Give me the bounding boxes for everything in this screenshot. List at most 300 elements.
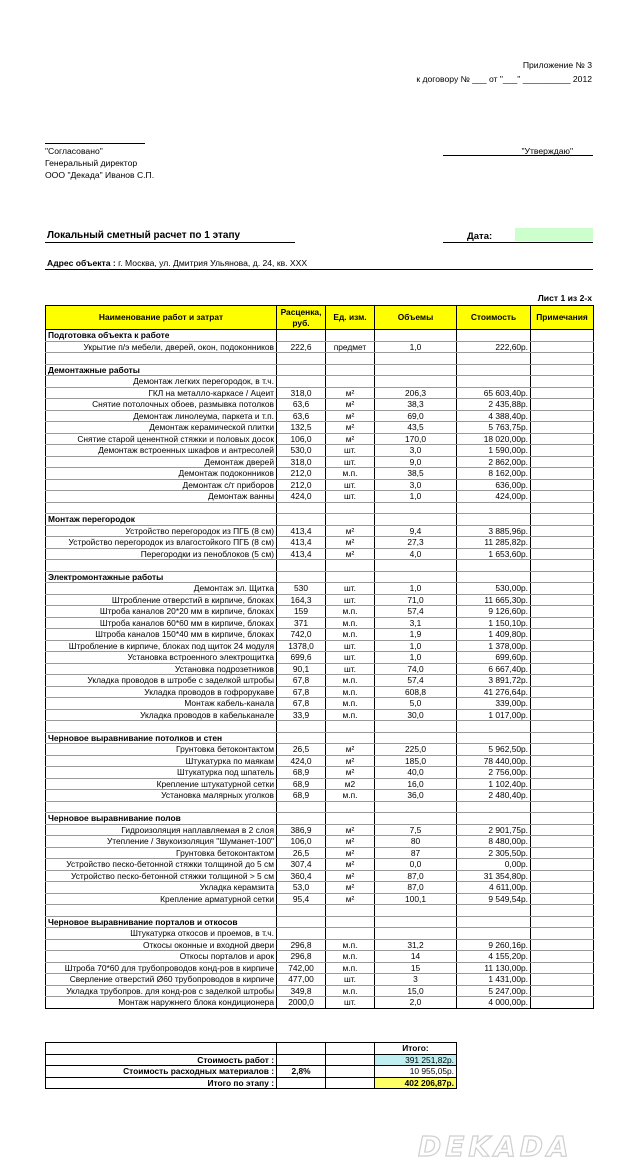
- rate-cell: 318,0: [277, 456, 326, 468]
- work-name-cell: Устройство перегородок из ПГБ (8 см): [46, 525, 277, 537]
- volume-cell: 9,0: [375, 456, 457, 468]
- work-name-cell: Сверление отверстий Ø60 трубопроводов в кирпиче: [46, 974, 277, 986]
- agreed-signature-line: [45, 143, 145, 144]
- table-row: [46, 836, 594, 848]
- table-body: [46, 330, 594, 1009]
- volume-cell: [375, 928, 457, 940]
- volume-cell: 87,0: [375, 882, 457, 894]
- cost-cell: 9 260,16р.: [457, 939, 531, 951]
- unit-cell: м.п.: [326, 686, 375, 698]
- section-header-row: [46, 732, 594, 744]
- volume-cell: 14: [375, 951, 457, 963]
- work-name-cell: Перегородки из пеноблоков (5 см): [46, 548, 277, 560]
- notes-cell: [531, 882, 594, 894]
- table-row: [46, 997, 594, 1009]
- cost-cell: 11 130,00р.: [457, 962, 531, 974]
- unit-cell: м.п.: [326, 790, 375, 802]
- work-name-cell: Откосы порталов и арок: [46, 951, 277, 963]
- volume-cell: 1,0: [375, 491, 457, 503]
- table-row: [46, 537, 594, 549]
- rate-cell: 413,4: [277, 525, 326, 537]
- rate-cell: 212,0: [277, 479, 326, 491]
- notes-cell: [531, 790, 594, 802]
- work-name-cell: Штукатурка откосов и проемов, в т.ч.: [46, 928, 277, 940]
- unit-cell: м²: [326, 859, 375, 871]
- volume-cell: 206,3: [375, 387, 457, 399]
- table-row: [46, 410, 594, 422]
- cost-cell: 0,00р.: [457, 859, 531, 871]
- table-row: [46, 663, 594, 675]
- table-row: [46, 893, 594, 905]
- cost-cell: 4 155,20р.: [457, 951, 531, 963]
- unit-cell: м²: [326, 537, 375, 549]
- unit-cell: шт.: [326, 445, 375, 457]
- volume-cell: 36,0: [375, 790, 457, 802]
- notes-cell: [531, 893, 594, 905]
- work-name-cell: Демонтаж эл. Щитка: [46, 583, 277, 595]
- work-name-cell: Демонтаж легких перегородок, в т.ч.: [46, 376, 277, 388]
- work-name-cell: Демонтаж керамической плитки: [46, 422, 277, 434]
- section-title: Монтаж перегородок: [46, 514, 277, 526]
- cost-cell: 3 885,96р.: [457, 525, 531, 537]
- cost-cell: 1 378,00р.: [457, 640, 531, 652]
- volume-cell: 1,0: [375, 583, 457, 595]
- cost-cell: 4 388,40р.: [457, 410, 531, 422]
- unit-cell: м²: [326, 836, 375, 848]
- volume-cell: 87: [375, 847, 457, 859]
- address-underline: [45, 269, 593, 270]
- table-row: [46, 376, 594, 388]
- notes-cell: [531, 491, 594, 503]
- table-row: [46, 583, 594, 595]
- table-row: [46, 870, 594, 882]
- rate-cell: 212,0: [277, 468, 326, 480]
- unit-cell: м.п.: [326, 939, 375, 951]
- work-name-cell: Демонтаж дверей: [46, 456, 277, 468]
- date-field[interactable]: [515, 228, 593, 241]
- table-row: [46, 548, 594, 560]
- notes-cell: [531, 951, 594, 963]
- table-row: [46, 341, 594, 353]
- materials-percent: 2,8%: [277, 1066, 326, 1078]
- cost-cell: 636,00р.: [457, 479, 531, 491]
- rate-cell: 371: [277, 617, 326, 629]
- unit-cell: м.п.: [326, 617, 375, 629]
- table-row: [46, 755, 594, 767]
- director-title: Генеральный директор: [45, 158, 138, 168]
- unit-cell: шт.: [326, 594, 375, 606]
- work-name-cell: Укладка проводов в гофрорукаве: [46, 686, 277, 698]
- unit-cell: м²: [326, 870, 375, 882]
- volume-cell: 2,0: [375, 997, 457, 1009]
- rate-cell: 26,5: [277, 744, 326, 756]
- rate-cell: 424,0: [277, 491, 326, 503]
- notes-cell: [531, 939, 594, 951]
- cost-cell: [457, 928, 531, 940]
- totals-materials-row: [46, 1066, 594, 1078]
- cost-cell: 11 665,30р.: [457, 594, 531, 606]
- volume-cell: 30,0: [375, 709, 457, 721]
- dekada-logo: [418, 1132, 603, 1162]
- unit-cell: м²: [326, 767, 375, 779]
- table-row: [46, 399, 594, 411]
- blank-row: [46, 905, 594, 917]
- notes-cell: [531, 479, 594, 491]
- notes-cell: [531, 778, 594, 790]
- title-underline: [45, 242, 295, 243]
- work-name-cell: Укладка керамзита: [46, 882, 277, 894]
- table-row: [46, 422, 594, 434]
- work-name-cell: Откосы оконные и входной двери: [46, 939, 277, 951]
- work-name-cell: Монтаж кабель-канала: [46, 698, 277, 710]
- unit-cell: шт.: [326, 974, 375, 986]
- address-value: г. Москва, ул. Дмитрия Ульянова, д. 24, кв. XXX: [115, 258, 308, 268]
- unit-cell: м²: [326, 882, 375, 894]
- table-row: [46, 606, 594, 618]
- volume-cell: 0,0: [375, 859, 457, 871]
- work-name-cell: Демонтаж подоконников: [46, 468, 277, 480]
- notes-cell: [531, 525, 594, 537]
- notes-cell: [531, 433, 594, 445]
- volume-cell: 3,1: [375, 617, 457, 629]
- rate-cell: 296,8: [277, 951, 326, 963]
- rate-cell: 63,6: [277, 399, 326, 411]
- work-name-cell: Штроба каналов 20*20 мм в кирпиче, блоках: [46, 606, 277, 618]
- section-title: Электромонтажные работы: [46, 571, 277, 583]
- work-name-cell: Укрытие п/э мебели, дверей, окон, подоконников: [46, 341, 277, 353]
- table-row: [46, 778, 594, 790]
- work-name-cell: Грунтовка бетоконтактом: [46, 744, 277, 756]
- cost-cell: 1 590,00р.: [457, 445, 531, 457]
- cost-cell: 2 862,00р.: [457, 456, 531, 468]
- rate-cell: [277, 928, 326, 940]
- cost-cell: 530,00р.: [457, 583, 531, 595]
- rate-cell: 413,4: [277, 537, 326, 549]
- cost-cell: 339,00р.: [457, 698, 531, 710]
- notes-cell: [531, 985, 594, 997]
- notes-cell: [531, 870, 594, 882]
- volume-cell: 27,3: [375, 537, 457, 549]
- table-row: [46, 709, 594, 721]
- notes-cell: [531, 617, 594, 629]
- cost-cell: 1 102,40р.: [457, 778, 531, 790]
- contract-reference: к договору № ___ от "___" __________ 2012: [416, 74, 592, 84]
- address-row: [47, 258, 307, 268]
- agreed-label: "Согласовано": [45, 146, 103, 156]
- volume-cell: 5,0: [375, 698, 457, 710]
- unit-cell: м.п.: [326, 698, 375, 710]
- unit-cell: шт.: [326, 456, 375, 468]
- volume-cell: 71,0: [375, 594, 457, 606]
- rate-cell: 95,4: [277, 893, 326, 905]
- section-header-row: [46, 813, 594, 825]
- work-name-cell: Штроба каналов 150*40 мм в кирпиче, блоках: [46, 629, 277, 641]
- cost-cell: 5 247,00р.: [457, 985, 531, 997]
- volume-cell: 69,0: [375, 410, 457, 422]
- table-row: [46, 951, 594, 963]
- volume-cell: 16,0: [375, 778, 457, 790]
- table-row: [46, 675, 594, 687]
- table-row: [46, 698, 594, 710]
- work-name-cell: Грунтовка бетоконтактом: [46, 847, 277, 859]
- unit-cell: [326, 376, 375, 388]
- rate-cell: 53,0: [277, 882, 326, 894]
- work-name-cell: Снятие старой ценентной стяжки и половых досок: [46, 433, 277, 445]
- cost-cell: 2 480,40р.: [457, 790, 531, 802]
- cost-cell: 3 891,72р.: [457, 675, 531, 687]
- notes-cell: [531, 652, 594, 664]
- table-row: [46, 479, 594, 491]
- section-header-row: [46, 571, 594, 583]
- table-row: [46, 939, 594, 951]
- volume-cell: 31,2: [375, 939, 457, 951]
- table-row: [46, 617, 594, 629]
- notes-cell: [531, 399, 594, 411]
- unit-cell: м.п.: [326, 962, 375, 974]
- logo-text: DEKADA: [418, 1132, 573, 1162]
- cost-cell: 5 763,75р.: [457, 422, 531, 434]
- work-name-cell: Штукатурка под шпатель: [46, 767, 277, 779]
- unit-cell: шт.: [326, 663, 375, 675]
- notes-cell: [531, 686, 594, 698]
- notes-cell: [531, 422, 594, 434]
- unit-cell: м²: [326, 433, 375, 445]
- notes-cell: [531, 468, 594, 480]
- unit-cell: м.п.: [326, 985, 375, 997]
- cost-cell: 5 962,50р.: [457, 744, 531, 756]
- table-row: [46, 962, 594, 974]
- cost-cell: 222,60р.: [457, 341, 531, 353]
- section-header-row: [46, 330, 594, 342]
- unit-cell: м²: [326, 387, 375, 399]
- table-row: [46, 767, 594, 779]
- unit-cell: м²: [326, 548, 375, 560]
- rate-cell: 106,0: [277, 433, 326, 445]
- work-name-cell: Монтаж наружнего блока кондиционера: [46, 997, 277, 1009]
- notes-cell: [531, 456, 594, 468]
- cost-cell: 11 285,82р.: [457, 537, 531, 549]
- cost-cell: 4 000,00р.: [457, 997, 531, 1009]
- works-cost-label: Стоимость работ :: [46, 1054, 277, 1066]
- volume-cell: 43,5: [375, 422, 457, 434]
- address-label: Адрес объекта :: [47, 258, 116, 268]
- table-row: [46, 847, 594, 859]
- col-header-name: Наименование работ и затрат: [46, 306, 277, 330]
- notes-cell: [531, 629, 594, 641]
- work-name-cell: Устройство перегородок из влагостойкого ПГБ (8 см): [46, 537, 277, 549]
- section-title: Черновое выравнивание потолков и стен: [46, 732, 277, 744]
- notes-cell: [531, 341, 594, 353]
- work-name-cell: Устройство песко-бетонной стяжки толщиной до 5 см: [46, 859, 277, 871]
- cost-cell: 2 901,75р.: [457, 824, 531, 836]
- notes-cell: [531, 640, 594, 652]
- blank-row: [46, 560, 594, 572]
- rate-cell: 164,3: [277, 594, 326, 606]
- table-row: [46, 456, 594, 468]
- unit-cell: м.п.: [326, 606, 375, 618]
- work-name-cell: Гидроизоляция наплавляемая в 2 слоя: [46, 824, 277, 836]
- notes-cell: [531, 537, 594, 549]
- notes-cell: [531, 663, 594, 675]
- cost-cell: 9 549,54р.: [457, 893, 531, 905]
- notes-cell: [531, 824, 594, 836]
- totals-stage-row: [46, 1077, 594, 1089]
- unit-cell: м²: [326, 893, 375, 905]
- rate-cell: 106,0: [277, 836, 326, 848]
- cost-cell: 8 480,00р.: [457, 836, 531, 848]
- unit-cell: шт.: [326, 997, 375, 1009]
- work-name-cell: Демонтаж линолеума, паркета и т.п.: [46, 410, 277, 422]
- rate-cell: 530: [277, 583, 326, 595]
- table-row: [46, 629, 594, 641]
- cost-cell: 2 435,88р.: [457, 399, 531, 411]
- cost-cell: 31 354,80р.: [457, 870, 531, 882]
- volume-cell: 1,0: [375, 652, 457, 664]
- table-header-row: [46, 306, 594, 330]
- rate-cell: 90,1: [277, 663, 326, 675]
- rate-cell: 699,6: [277, 652, 326, 664]
- volume-cell: 1,0: [375, 341, 457, 353]
- table-row: [46, 445, 594, 457]
- blank-row: [46, 502, 594, 514]
- rate-cell: 63,6: [277, 410, 326, 422]
- cost-cell: 1 150,10р.: [457, 617, 531, 629]
- unit-cell: м.п.: [326, 629, 375, 641]
- rate-cell: 132,5: [277, 422, 326, 434]
- notes-cell: [531, 445, 594, 457]
- cost-cell: 9 126,60р.: [457, 606, 531, 618]
- unit-cell: м²: [326, 824, 375, 836]
- col-header-notes: Примечания: [531, 306, 594, 330]
- work-name-cell: Крепление штукатурной сетки: [46, 778, 277, 790]
- section-title: Подготовка объекта к работе: [46, 330, 277, 342]
- work-name-cell: Установка встроенного электрощитка: [46, 652, 277, 664]
- col-header-volume: Объемы: [375, 306, 457, 330]
- unit-cell: шт.: [326, 652, 375, 664]
- document-title: Локальный сметный расчет по 1 этапу: [47, 230, 241, 241]
- notes-cell: [531, 744, 594, 756]
- volume-cell: 100,1: [375, 893, 457, 905]
- notes-cell: [531, 709, 594, 721]
- notes-cell: [531, 962, 594, 974]
- volume-cell: 185,0: [375, 755, 457, 767]
- work-name-cell: Установка подрозетников: [46, 663, 277, 675]
- rate-cell: 360,4: [277, 870, 326, 882]
- work-name-cell: Укладка трубопров. для конд-ров с заделкой штробы: [46, 985, 277, 997]
- appendix-label: Приложение № 3: [522, 60, 592, 70]
- date-label: Дата:: [467, 231, 493, 242]
- cost-cell: 4 611,00р.: [457, 882, 531, 894]
- blank-row: [46, 801, 594, 813]
- cost-cell: 6 667,40р.: [457, 663, 531, 675]
- table-row: [46, 974, 594, 986]
- rate-cell: 26,5: [277, 847, 326, 859]
- volume-cell: 7,5: [375, 824, 457, 836]
- unit-cell: м²: [326, 847, 375, 859]
- section-title: Черновое выравнивание порталов и откосов: [46, 916, 277, 928]
- blank-row: [46, 353, 594, 365]
- rate-cell: 159: [277, 606, 326, 618]
- unit-cell: шт.: [326, 491, 375, 503]
- work-name-cell: Штробление в кирпиче, блоках под щиток 24 модуля: [46, 640, 277, 652]
- work-name-cell: Укладка проводов в штробе с заделкой штробы: [46, 675, 277, 687]
- cost-cell: 2 305,50р.: [457, 847, 531, 859]
- rate-cell: 424,0: [277, 755, 326, 767]
- work-name-cell: ГКЛ на металло-каркасе / Ацеит: [46, 387, 277, 399]
- estimate-table: [45, 305, 594, 1009]
- table-row: [46, 387, 594, 399]
- volume-cell: 57,4: [375, 675, 457, 687]
- stage-total-label: Итого по этапу :: [46, 1077, 277, 1089]
- notes-cell: [531, 836, 594, 848]
- notes-cell: [531, 606, 594, 618]
- cost-cell: 699,60р.: [457, 652, 531, 664]
- notes-cell: [531, 755, 594, 767]
- rate-cell: 742,00: [277, 962, 326, 974]
- rate-cell: 1378,0: [277, 640, 326, 652]
- section-header-row: [46, 364, 594, 376]
- materials-cost-value: 10 955,05р.: [375, 1066, 457, 1078]
- materials-cost-label: Стоимость расходных материалов :: [46, 1066, 277, 1078]
- totals-works-row: [46, 1054, 594, 1066]
- unit-cell: м.п.: [326, 709, 375, 721]
- volume-cell: 170,0: [375, 433, 457, 445]
- work-name-cell: Штукатурка по маякам: [46, 755, 277, 767]
- col-header-rate: Расценка, руб.: [277, 306, 326, 330]
- notes-cell: [531, 410, 594, 422]
- notes-cell: [531, 974, 594, 986]
- unit-cell: м.п.: [326, 468, 375, 480]
- cost-cell: [457, 376, 531, 388]
- unit-cell: [326, 928, 375, 940]
- cost-cell: 65 603,40р.: [457, 387, 531, 399]
- table-row: [46, 686, 594, 698]
- rate-cell: 67,8: [277, 698, 326, 710]
- volume-cell: 74,0: [375, 663, 457, 675]
- approve-label: "Утверждаю": [521, 146, 573, 156]
- volume-cell: 87,0: [375, 870, 457, 882]
- volume-cell: 4,0: [375, 548, 457, 560]
- notes-cell: [531, 675, 594, 687]
- notes-cell: [531, 847, 594, 859]
- unit-cell: м²: [326, 399, 375, 411]
- rate-cell: 349,8: [277, 985, 326, 997]
- volume-cell: 80: [375, 836, 457, 848]
- section-title: Демонтажные работы: [46, 364, 277, 376]
- table-row: [46, 491, 594, 503]
- volume-cell: 15,0: [375, 985, 457, 997]
- rate-cell: 68,9: [277, 790, 326, 802]
- cost-cell: 1 431,00р.: [457, 974, 531, 986]
- unit-cell: предмет: [326, 341, 375, 353]
- table-row: [46, 985, 594, 997]
- notes-cell: [531, 767, 594, 779]
- unit-cell: шт.: [326, 583, 375, 595]
- rate-cell: 318,0: [277, 387, 326, 399]
- rate-cell: 386,9: [277, 824, 326, 836]
- table-row: [46, 859, 594, 871]
- volume-cell: 3: [375, 974, 457, 986]
- rate-cell: 296,8: [277, 939, 326, 951]
- cost-cell: 1 653,60р.: [457, 548, 531, 560]
- unit-cell: м²: [326, 755, 375, 767]
- work-name-cell: Утепление / Звукоизоляция "Шуманет-100": [46, 836, 277, 848]
- work-name-cell: Демонтаж встроенных шкафов и антресолей: [46, 445, 277, 457]
- totals-header-row: [46, 1043, 594, 1055]
- unit-cell: шт.: [326, 640, 375, 652]
- work-name-cell: Крепление арматурной сетки: [46, 893, 277, 905]
- notes-cell: [531, 928, 594, 940]
